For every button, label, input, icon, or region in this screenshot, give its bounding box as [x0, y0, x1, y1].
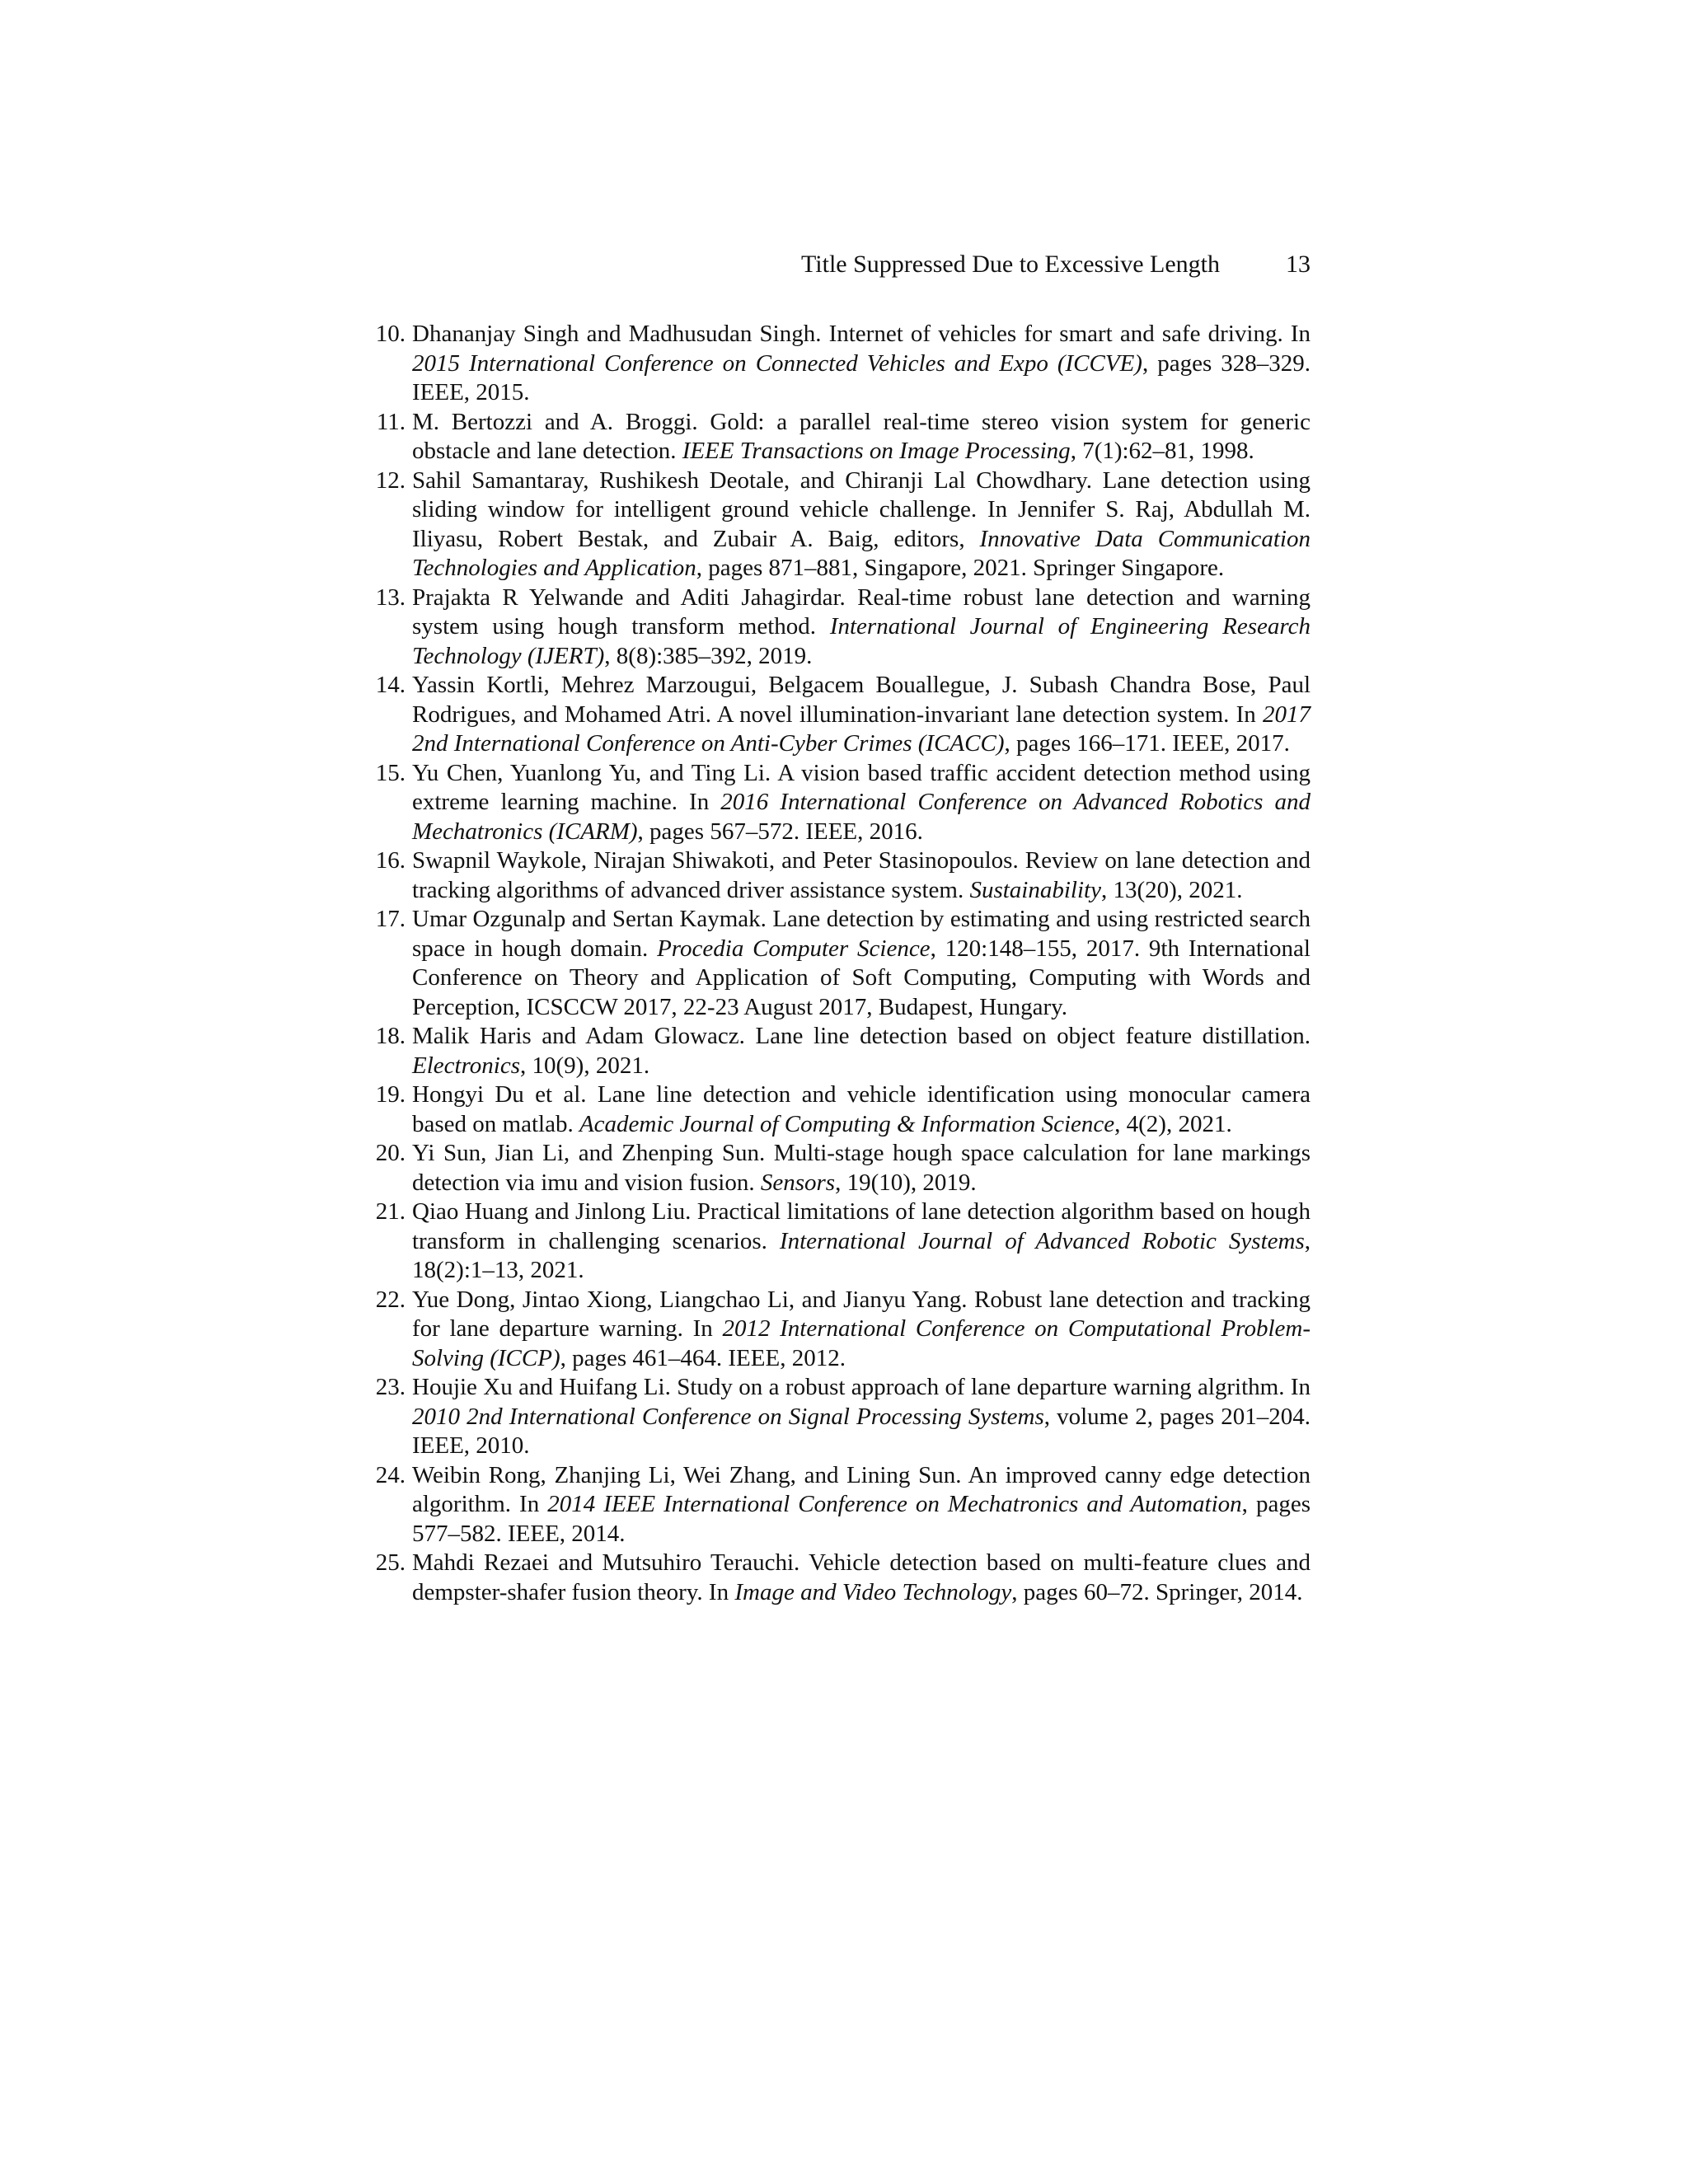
reference-item [375, 1139, 1311, 1197]
reference-text [412, 1373, 1311, 1461]
reference-item [375, 1022, 1311, 1080]
reference-segment: , pages 567–572. IEEE, 2016. [637, 818, 923, 845]
reference-number: 23. [375, 1374, 406, 1400]
reference-segment: Prajakta R Yelwande and Aditi Jahagirdar. Real-time robust lane detection and warning system using hough transform method. [412, 583, 1311, 640]
reference-segment: , 18(2):1–13, 2021. [412, 1227, 1311, 1283]
reference-venue: Innovative Data Communication Technologies and Application [412, 525, 1311, 581]
reference-number: 20. [375, 1140, 406, 1166]
reference-text [412, 759, 1311, 847]
reference-segment: Swapnil Waykole, Nirajan Shiwakoti, and Peter Stasinopoulos. Review on lane detection and tracking algorithms of advanced driver assistance system. [412, 847, 1311, 903]
reference-item [375, 1080, 1311, 1139]
reference-text [412, 408, 1311, 466]
reference-venue: IEEE Transactions on Image Processing [682, 438, 1071, 464]
reference-item [375, 1461, 1311, 1549]
running-head [412, 247, 1311, 282]
reference-number: 13. [375, 583, 406, 611]
reference-segment: , pages 871–881, Singapore, 2021. Springer Singapore. [696, 555, 1225, 581]
reference-text [412, 466, 1311, 583]
running-title: Title Suppressed Due to Excessive Length [801, 251, 1220, 278]
reference-segment: Mahdi Rezaei and Mutsuhiro Terauchi. Vehicle detection based on multi-feature clues and dempster-shafer fusion theory. In [412, 1549, 1311, 1605]
reference-venue: 2014 IEEE International Conference on Mechatronics and Automation [547, 1491, 1242, 1517]
reference-segment: , 13(20), 2021. [1100, 876, 1243, 903]
reference-text [412, 583, 1311, 672]
reference-segment: Malik Haris and Adam Glowacz. Lane line detection based on object feature distillation. [412, 1023, 1311, 1049]
reference-segment: Hongyi Du et al. Lane line detection and vehicle identification using monocular camera based on matlab. [412, 1081, 1311, 1137]
reference-number: 21. [375, 1198, 406, 1225]
reference-segment: Dhananjay Singh and Madhusudan Singh. Internet of vehicles for smart and safe driving. In [412, 321, 1311, 347]
reference-segment: Umar Ozgunalp and Sertan Kaymak. Lane detection by estimating and using restricted search space in hough domain. [412, 906, 1311, 962]
reference-venue: 2012 International Conference on Computational Problem-Solving (ICCP) [412, 1315, 1311, 1371]
reference-venue: 2017 2nd International Conference on Anti-Cyber Crimes (ICACC) [412, 701, 1311, 757]
reference-segment: Houjie Xu and Huifang Li. Study on a robust approach of lane departure warning algrithm. In [412, 1374, 1311, 1400]
reference-item [375, 671, 1311, 759]
reference-item [375, 1197, 1311, 1286]
reference-text [412, 1022, 1311, 1080]
reference-segment: Yue Dong, Jintao Xiong, Liangchao Li, and Jianyu Yang. Robust lane detection and tracking for lane departure warning. In [412, 1286, 1311, 1342]
reference-venue: Image and Video Technology [734, 1578, 1012, 1605]
reference-number: 18. [375, 1023, 406, 1049]
reference-number: 12. [375, 466, 406, 494]
page-number: 13 [1286, 251, 1311, 278]
reference-segment: , 4(2), 2021. [1114, 1110, 1232, 1137]
reference-item [375, 1373, 1311, 1461]
reference-number: 24. [375, 1461, 406, 1488]
reference-segment: Qiao Huang and Jinlong Liu. Practical limitations of lane detection algorithm based on hough transform in challenging scenarios. [412, 1198, 1311, 1254]
reference-text [412, 846, 1311, 905]
reference-item [375, 759, 1311, 847]
reference-segment: M. Bertozzi and A. Broggi. Gold: a parallel real-time stereo vision system for generic obstacle and lane detection. [412, 408, 1311, 464]
reference-number: 17. [375, 906, 406, 932]
reference-segment: , pages 461–464. IEEE, 2012. [560, 1344, 846, 1371]
reference-venue: Sensors [760, 1169, 836, 1196]
reference-number: 22. [375, 1286, 406, 1313]
reference-item [375, 583, 1311, 672]
reference-text [412, 1197, 1311, 1286]
reference-venue: International Journal of Advanced Robotic Systems [779, 1227, 1305, 1254]
reference-text [412, 671, 1311, 759]
reference-text [412, 1461, 1311, 1549]
reference-segment: , 7(1):62–81, 1998. [1070, 438, 1254, 464]
reference-text [412, 320, 1311, 408]
reference-number: 15. [375, 759, 406, 786]
reference-number: 19. [375, 1081, 406, 1108]
reference-segment: , pages 577–582. IEEE, 2014. [412, 1491, 1311, 1547]
reference-item [375, 846, 1311, 905]
reference-segment: , pages 166–171. IEEE, 2017. [1004, 730, 1290, 757]
reference-segment: , 8(8):385–392, 2019. [604, 642, 813, 669]
reference-segment: , volume 2, pages 201–204. IEEE, 2010. [412, 1403, 1311, 1459]
reference-segment: , 120:148–155, 2017. 9th International Conference on Theory and Application of Soft Computing, Computing with Words and Perception, ICSCCW 2017, 22-23 August 2017, Budapest, Hungary. [412, 935, 1311, 1020]
reference-segment: Yassin Kortli, Mehrez Marzougui, Belgacem Bouallegue, J. Subash Chandra Bose, Paul Rodrigues, and Mohamed Atri. A novel illumination-invariant lane detection system. In [412, 672, 1311, 728]
reference-number: 16. [375, 847, 406, 874]
reference-number: 14. [375, 672, 406, 698]
reference-item [375, 320, 1311, 408]
reference-item [376, 408, 1311, 466]
reference-segment: Yu Chen, Yuanlong Yu, and Ting Li. A vision based traffic accident detection method using extreme learning machine. In [412, 759, 1311, 815]
reference-number: 25. [375, 1549, 406, 1576]
reference-number: 10. [375, 321, 406, 347]
reference-text [412, 1139, 1311, 1197]
reference-segment: , pages 60–72. Springer, 2014. [1011, 1578, 1303, 1605]
reference-segment: Weibin Rong, Zhanjing Li, Wei Zhang, and Lining Sun. An improved canny edge detection algorithm. In [412, 1461, 1311, 1517]
reference-text [412, 1080, 1311, 1139]
reference-venue: International Journal of Engineering Research Technology (IJERT) [412, 613, 1311, 669]
reference-venue: 2010 2nd International Conference on Signal Processing Systems [412, 1403, 1044, 1430]
reference-segment: Sahil Samantaray, Rushikesh Deotale, and Chiranji Lal Chowdhary. Lane detection using sliding window for intelligent ground vehicle challenge. In Jennifer S. Raj, Abdullah M. Iliyasu, Robert Bestak, and Zubair A. Baig, editors, [412, 466, 1311, 552]
reference-item [375, 1549, 1311, 1607]
reference-item [375, 905, 1311, 1022]
reference-text [412, 1549, 1311, 1607]
reference-number: 11. [376, 408, 406, 435]
reference-item [375, 466, 1311, 583]
reference-venue: 2016 International Conference on Advanced Robotics and Mechatronics (ICARM) [412, 789, 1311, 845]
reference-segment: Yi Sun, Jian Li, and Zhenping Sun. Multi-stage hough space calculation for lane markings detection via imu and vision fusion. [412, 1140, 1311, 1196]
reference-segment: , 19(10), 2019. [835, 1169, 977, 1196]
reference-venue: Academic Journal of Computing & Information Science [579, 1110, 1115, 1137]
reference-text [412, 905, 1311, 1022]
reference-venue: Electronics [412, 1052, 520, 1079]
reference-item [375, 1286, 1311, 1374]
reference-segment: , 10(9), 2021. [520, 1052, 650, 1079]
reference-venue: Procedia Computer Science [657, 935, 931, 962]
reference-venue: 2015 International Conference on Connected Vehicles and Expo (ICCVE) [412, 349, 1142, 377]
reference-text [412, 1286, 1311, 1374]
reference-segment: , pages 328–329. IEEE, 2015. [412, 349, 1311, 405]
reference-venue: Sustainability [969, 876, 1101, 903]
reference-list [375, 320, 1311, 1607]
